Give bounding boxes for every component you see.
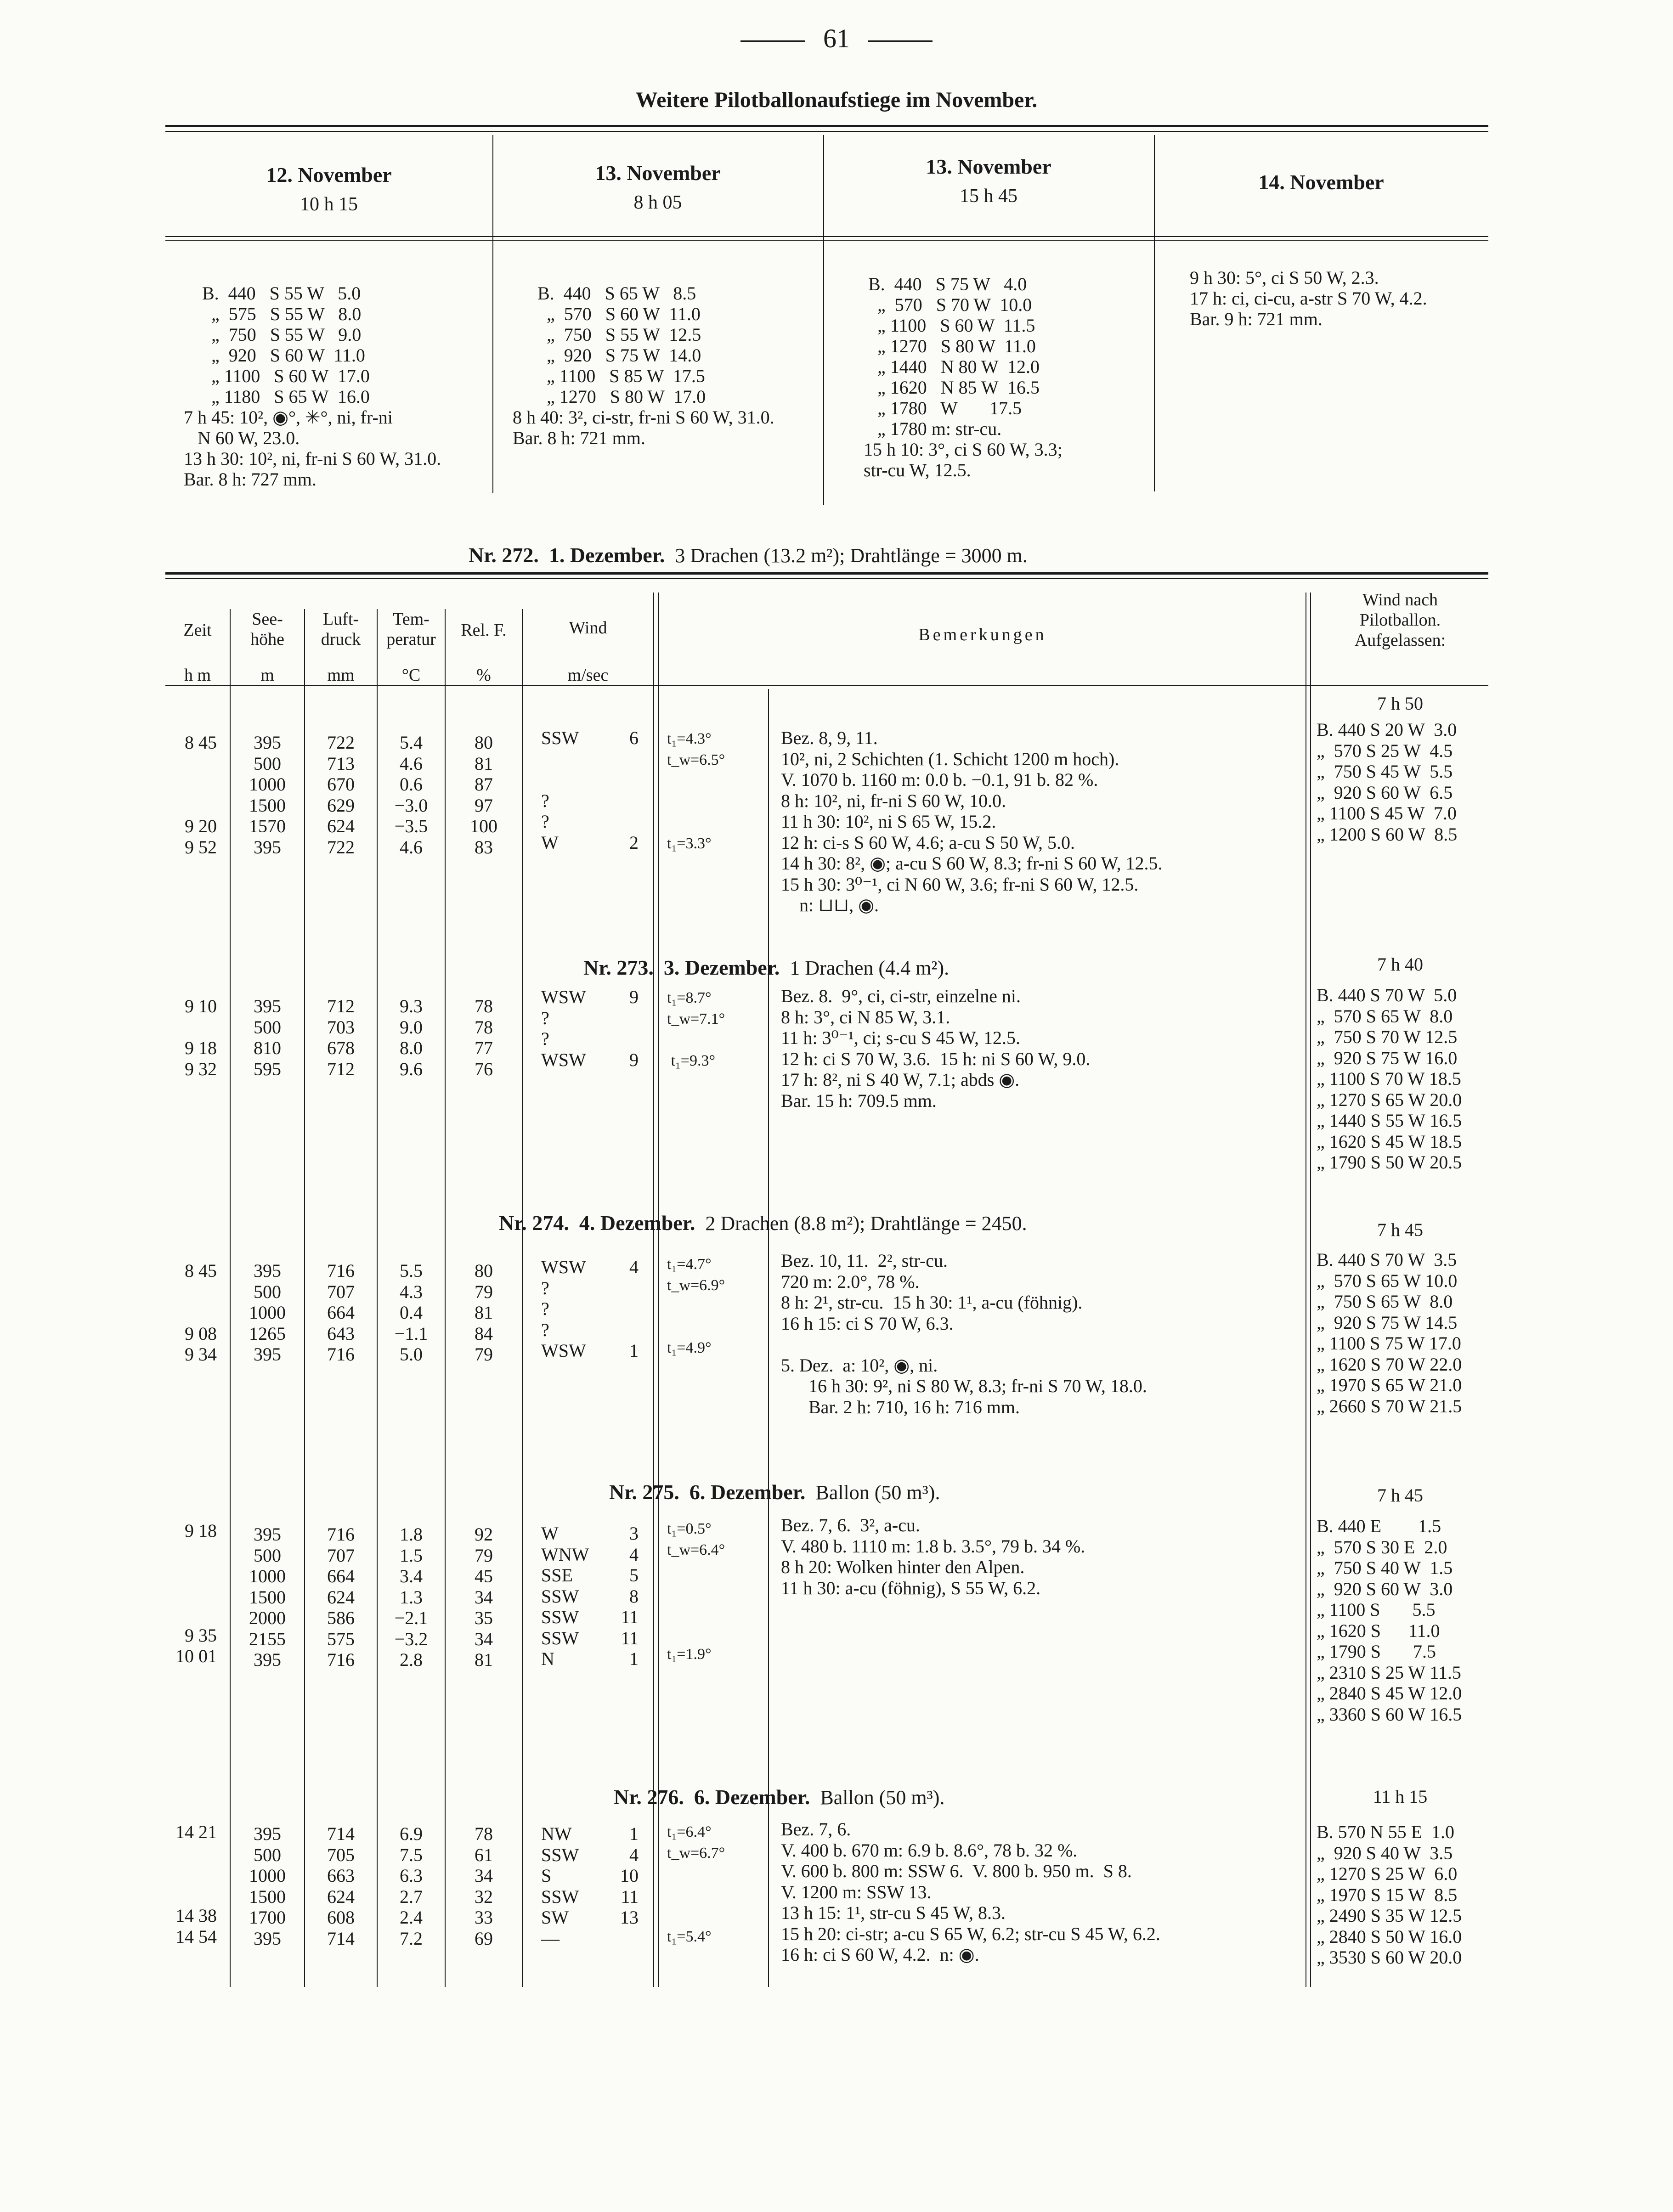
hdr-bemerkungen: Bemerkungen [918, 625, 1047, 644]
page-number-row [0, 23, 1673, 54]
nr274-pilot-time: 7 h 45 [1377, 1219, 1423, 1240]
nov-col-2-body [513, 283, 774, 448]
nr276-see: 395 500 1000 1500 1700 395 [249, 1823, 286, 1949]
dash-left [740, 40, 805, 42]
nr274-info: 2 Drachen (8.8 m²); Drahtlänge = 2450. [705, 1212, 1027, 1235]
nr272-pilot-time: 7 h 50 [1377, 693, 1423, 714]
nov-2-line: „ 920 S 75 W 14.0 [537, 345, 701, 366]
nov-3-line: „ 570 S 70 W 10.0 [868, 294, 1032, 315]
nov-4-line: Bar. 9 h: 721 mm. [1190, 309, 1323, 329]
nr274-temp: 5.5 4.3 0.4 −1.1 5.0 [394, 1260, 428, 1365]
nov-day-1: 12. November [266, 163, 392, 186]
nr273-wind-dir: WSW ? ? WSW [541, 987, 586, 1070]
nov-4-line: 9 h 30: 5°, ci S 50 W, 2.3. [1190, 267, 1379, 288]
nr275-wind-dir: W WNW SSE SSW SSW SSW N [541, 1523, 589, 1669]
nov-2-line: 8 h 40: 3², ci-str, fr-ni S 60 W, 31.0. [513, 407, 774, 428]
nov-time-3: 15 h 45 [960, 186, 1017, 207]
nov-3-line: „ 1620 N 85 W 16.5 [868, 377, 1040, 398]
hdr-zeit: Zeit [183, 621, 212, 640]
nr272-number: Nr. 272. [469, 543, 539, 567]
nr276-wind-dir: NW SSW S SSW SW — [541, 1823, 579, 1949]
nov-2-line: „ 570 S 60 W 11.0 [537, 304, 701, 324]
nr275-date: 6. Dezember. [689, 1480, 806, 1504]
unit-wind: m/sec [567, 666, 609, 685]
nr275-see: 395 500 1000 1500 2000 2155 395 [249, 1524, 286, 1670]
nov-2-line: B. 440 S 65 W 8.5 [537, 283, 696, 304]
nr276-pilot-time: 11 h 15 [1373, 1786, 1428, 1807]
nov-day-3: 13. November [926, 155, 1051, 178]
nov-1-line: „ 1180 S 65 W 16.0 [202, 386, 370, 407]
nr274-zeit: 8 45 9 08 9 34 [185, 1260, 217, 1365]
nov-top-rule [165, 125, 1488, 132]
nr274-remarks: Bez. 10, 11. 2², str-cu. 720 m: 2.0°, 78 %. 8 h: 2¹, str-cu. 15 h 30: 1¹, a-cu (föhnig). 16 h 15: ci S 70 W, 6.3. 5. Dez. a: 10², ◉, ni. 16 h 30: 9², ni S 80 W, 8.3; fr-ni S 70 W, 18.0. Bar. 2 h: 710, 16 h: 716 mm. [781, 1250, 1147, 1417]
nov-1-line: „ 920 S 60 W 11.0 [202, 345, 365, 366]
nr273-number: Nr. 273. [583, 956, 654, 979]
nr272-info: 3 Drachen (13.2 m²); Drahtlänge = 3000 m. [675, 544, 1028, 567]
nr274-heading [499, 1211, 1027, 1235]
nov-1-line: Bar. 8 h: 727 mm. [184, 469, 317, 490]
nr275-heading [609, 1480, 940, 1504]
nov-3-line: „ 1100 S 60 W 11.5 [868, 315, 1035, 336]
nr272-tt: t₁=4.3° t_w=6.5° t₁=3.3° [667, 730, 725, 852]
nov-1-line: „ 575 S 55 W 8.0 [202, 304, 362, 324]
nov-2-line: „ 1270 S 80 W 17.0 [537, 386, 706, 407]
nov-day-4: 14. November [1258, 170, 1384, 194]
nr274-pilot: B. 440 S 70 W 3.5 „ 570 S 65 W 10.0 „ 750 S 65 W 8.0 „ 920 S 75 W 14.5 „ 1100 S 75 W 17.0 „ 1620 S 70 W 22.0 „ 1970 S 65 W 21.0 „ 2660 S 70 W 21.5 [1317, 1249, 1462, 1416]
nr272-heading [469, 543, 1028, 567]
hdr-wind: Wind [569, 618, 607, 638]
nov-2-line: „ 1100 S 85 W 17.5 [537, 366, 705, 386]
nr276-pilot: B. 570 N 55 E 1.0 „ 920 S 40 W 3.5 „ 1270 S 25 W 6.0 „ 1970 S 15 W 8.5 „ 2490 S 35 W 12.5 „ 2840 S 50 W 16.0 „ 3530 S 60 W 20.0 [1317, 1822, 1462, 1968]
nr274-wind-speed: 4 1 [629, 1257, 639, 1361]
nr273-see: 395 500 810 595 [254, 996, 281, 1079]
nov-3-line: 15 h 10: 3°, ci S 60 W, 3.3; [864, 439, 1063, 460]
unit-relf: % [476, 666, 491, 685]
nr275-remarks: Bez. 7, 6. 3², a-cu. V. 480 b. 1110 m: 1.8 b. 3.5°, 79 b. 34 %. 8 h 20: Wolken hinter den Alpen. 11 h 30: a-cu (föhnig), S 55 W, 6.2. [781, 1515, 1085, 1598]
hdr-temperatur: Tem- peratur [386, 609, 436, 649]
nov-3-line: str-cu W, 12.5. [864, 460, 971, 480]
nr272-wind-dir: SSW ? ? W [541, 728, 579, 853]
nr273-pilot-time: 7 h 40 [1377, 954, 1423, 975]
unit-see: m [260, 666, 274, 685]
nr275-relf: 92 79 45 34 35 34 81 [475, 1524, 493, 1670]
nr273-heading [583, 955, 949, 980]
dash-right [868, 40, 933, 42]
nr274-number: Nr. 274. [499, 1211, 569, 1235]
nr275-temp: 1.8 1.5 3.4 1.3 −2.1 −3.2 2.8 [394, 1524, 428, 1670]
nov-col-4-head [1154, 170, 1488, 194]
nr272-remarks: Bez. 8, 9, 11. 10², ni, 2 Schichten (1. Schicht 1200 m hoch). V. 1070 b. 1160 m: 0.0 b. −0.1, 91 b. 82 %. 8 h: 10², ni, fr-ni S 60 W, 10.0. 11 h 30: 10², ni S 65 W, 15.2. 12 h: ci-s S 60 W, 4.6; a-cu S 50 W, 5.0. 14 h 30: 8², ◉; a-cu S 60 W, 8.3; fr-ni S 60 W, 12.5. 15 h 30: 3⁰⁻¹, ci N 60 W, 3.6; fr-ni S 60 W, 12.5. n: ⊔⊔, ◉. [781, 728, 1163, 915]
nr272-date: 1. Dezember. [548, 543, 665, 567]
nr273-wind-speed: 9 9 [629, 987, 639, 1070]
nr276-wind-speed: 1 4 10 11 13 [620, 1823, 639, 1928]
nov-col-1-head [165, 163, 492, 215]
nr275-luft: 716 707 664 624 586 575 716 [327, 1524, 355, 1670]
nov-col-3-body [864, 274, 1063, 480]
nr273-relf: 78 78 77 76 [475, 996, 493, 1079]
nr274-date: 4. Dezember. [579, 1211, 695, 1235]
nr275-tt: t₁=0.5° t_w=6.4° t₁=1.9° [667, 1520, 725, 1663]
nr276-tt: t₁=6.4° t_w=6.7° t₁=5.4° [667, 1823, 725, 1945]
nov-3-line: „ 1780 m: str-cu. [868, 418, 1002, 439]
nr273-pilot: B. 440 S 70 W 5.0 „ 570 S 65 W 8.0 „ 750 S 70 W 12.5 „ 920 S 75 W 16.0 „ 1100 S 70 W 18.5 „ 1270 S 65 W 20.0 „ 1440 S 55 W 16.5 „ 1620 S 45 W 18.5 „ 1790 S 50 W 20.5 [1317, 985, 1462, 1173]
nov-col-4-body [1190, 267, 1427, 329]
nov-3-line: „ 1780 W 17.5 [868, 398, 1022, 418]
nov-1-line: „ 1100 S 60 W 17.0 [202, 366, 370, 386]
nr276-heading [614, 1785, 944, 1809]
nov-1-line: 7 h 45: 10², ◉°, ✳°, ni, fr-ni [184, 407, 393, 428]
hdr-luftdruck: Luft- druck [321, 609, 361, 649]
nr276-date: 6. Dezember. [694, 1785, 810, 1809]
nov-1-line: B. 440 S 55 W 5.0 [202, 283, 361, 304]
nr273-info: 1 Drachen (4.4 m²). [790, 957, 950, 979]
unit-zeit: h m [184, 666, 211, 685]
nr273-luft: 712 703 678 712 [327, 996, 355, 1079]
nr273-temp: 9.3 9.0 8.0 9.6 [400, 996, 423, 1079]
hdr-seehoehe: See- höhe [250, 609, 284, 649]
hdr-pilot: Wind nach Pilotballon. Aufgelassen: [1354, 590, 1446, 650]
nov-head-rule [165, 236, 1488, 241]
nov-col-3-head [823, 154, 1154, 207]
nr272-luft: 722 713 670 629 624 722 [327, 732, 355, 858]
page-title: Weitere Pilotballonaufstiege im November. [635, 88, 1038, 112]
nr272-zeit: 8 45 9 20 9 52 [185, 732, 217, 858]
nov-time-1: 10 h 15 [300, 194, 358, 215]
nr274-see: 395 500 1000 1265 395 [249, 1260, 286, 1365]
nr276-relf: 78 61 34 32 33 69 [475, 1823, 493, 1949]
nov-1-line: N 60 W, 23.0. [184, 428, 300, 448]
nr274-tt: t₁=4.7° t_w=6.9° t₁=4.9° [667, 1256, 725, 1356]
nr276-luft: 714 705 663 624 608 714 [327, 1823, 355, 1949]
unit-temp: °C [401, 666, 421, 685]
nov-1-line: 13 h 30: 10², ni, fr-ni S 60 W, 31.0. [184, 448, 441, 469]
nr272-temp: 5.4 4.6 0.6 −3.0 −3.5 4.6 [394, 732, 428, 858]
col-line-relf [522, 609, 523, 1987]
main-unit-rule [165, 685, 1488, 686]
nr272-relf: 80 81 87 97 100 83 [470, 732, 497, 858]
nr276-remarks: Bez. 7, 6. V. 400 b. 670 m: 6.9 b. 8.6°, 78 b. 32 %. V. 600 b. 800 m: SSW 6. V. 800 b. 950 m. S 8. V. 1200 m: SSW 13. 13 h 15: 1¹, str-cu S 45 W, 8.3. 15 h 20: ci-str; a-cu S 65 W, 6.2; str-cu S 45 W, 6.2. 16 h: ci S 60 W, 4.2. n: ◉. [781, 1819, 1160, 1965]
nr273-zeit: 9 10 9 18 9 32 [185, 996, 217, 1079]
nov-3-line: „ 1440 N 80 W 12.0 [868, 356, 1040, 377]
nr276-number: Nr. 276. [614, 1785, 684, 1809]
nr272-see: 395 500 1000 1500 1570 395 [249, 732, 286, 858]
nov-2-line: Bar. 8 h: 721 mm. [513, 428, 645, 448]
nr275-pilot-time: 7 h 45 [1377, 1485, 1423, 1506]
unit-luft: mm [327, 666, 355, 685]
nr273-tt: t₁=8.7° t_w=7.1° t₁=9.3° [667, 989, 725, 1069]
nr274-relf: 80 79 81 84 79 [475, 1260, 493, 1365]
nov-col-1-body [184, 283, 441, 490]
hdr-relf: Rel. F. [461, 621, 507, 640]
nov-col-2-head [492, 161, 823, 214]
nr274-luft: 716 707 664 643 716 [327, 1260, 355, 1365]
nov-3-line: „ 1270 S 80 W 11.0 [868, 336, 1036, 356]
nr272-pilot: B. 440 S 20 W 3.0 „ 570 S 25 W 4.5 „ 750 S 45 W 5.5 „ 920 S 60 W 6.5 „ 1100 S 45 W 7.0 „ 1200 S 60 W 8.5 [1317, 719, 1458, 845]
nr274-wind-dir: WSW ? ? ? WSW [541, 1257, 586, 1361]
col-line-bem [1306, 592, 1311, 1987]
nr275-info: Ballon (50 m³). [815, 1481, 940, 1504]
nr275-zeit: 9 18 9 35 10 01 [175, 1520, 217, 1666]
nov-day-2: 13. November [595, 161, 721, 185]
page-number: 61 [823, 23, 850, 53]
nr276-temp: 6.9 7.5 6.3 2.7 2.4 7.2 [400, 1823, 423, 1949]
nr275-wind-speed: 3 4 5 8 11 11 1 [621, 1523, 639, 1669]
nr276-zeit: 14 21 14 38 14 54 [175, 1822, 217, 1947]
nr275-pilot: B. 440 E 1.5 „ 570 S 30 E 2.0 „ 750 S 40 W 1.5 „ 920 S 60 W 3.0 „ 1100 S 5.5 „ 1620 S 11.0 „ 1790 S 7.5 „ 2310 S 25 W 11.5 „ 2840 S 45 W 12.0 „ 3360 S 60 W 16.5 [1317, 1516, 1462, 1725]
nov-3-line: B. 440 S 75 W 4.0 [868, 274, 1027, 294]
nr273-remarks: Bez. 8. 9°, ci, ci-str, einzelne ni. 8 h: 3°, ci N 85 W, 3.1. 11 h: 3⁰⁻¹, ci; s-cu S 45 W, 12.5. 12 h: ci S 70 W, 3.6. 15 h: ni S 60 W, 9.0. 17 h: 8², ni S 40 W, 7.1; abds ◉. Bar. 15 h: 709.5 mm. [781, 986, 1091, 1111]
nov-2-line: „ 750 S 55 W 12.5 [537, 324, 701, 345]
main-top-rule [165, 572, 1488, 579]
nov-4-line: 17 h: ci, ci-cu, a-str S 70 W, 4.2. [1190, 288, 1427, 309]
nr276-info: Ballon (50 m³). [820, 1786, 945, 1809]
nr272-wind-speed: 6 2 [629, 728, 639, 853]
nov-1-line: „ 750 S 55 W 9.0 [202, 324, 362, 345]
col-line-wind [653, 592, 659, 1987]
nov-time-2: 8 h 05 [633, 192, 682, 213]
nr275-number: Nr. 275. [609, 1480, 679, 1504]
nr273-date: 3. Dezember. [663, 956, 780, 979]
